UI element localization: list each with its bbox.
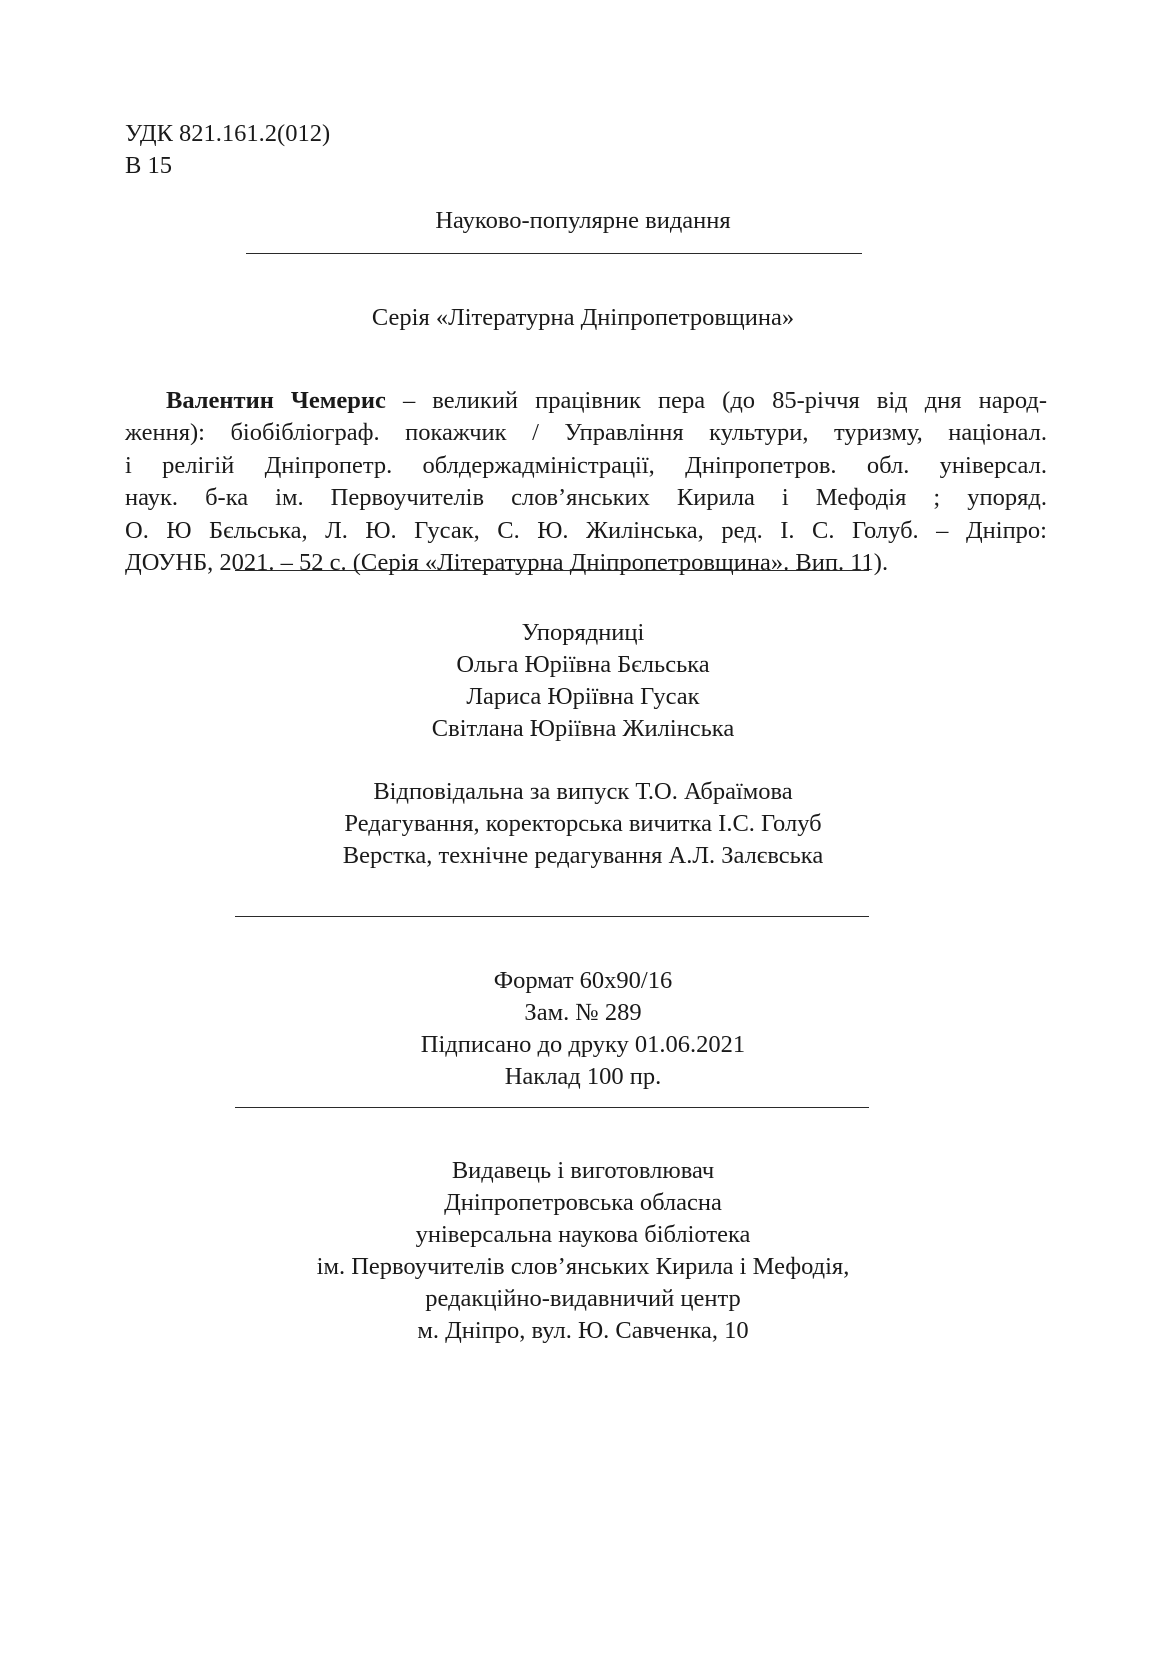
compilers-heading: Упорядниці [521, 619, 645, 646]
biblio-line-4: наук. б-ка ім. Первоучителів слов’янських Кирила і Мефодія ; упоряд. [125, 484, 1047, 512]
compiler-name: Ольга Юріївна Бєльська [456, 651, 710, 678]
author-mark: В 15 [125, 152, 172, 179]
signed-date: Підписано до друку 01.06.2021 [420, 1031, 746, 1058]
publisher-line: редакційно-видавничий центр [425, 1285, 741, 1312]
divider-4 [235, 1107, 869, 1108]
responsibility-line: Верстка, технічне редагування А.Л. Залєвська [342, 842, 824, 869]
compiler-name: Світлана Юріївна Жилінська [431, 715, 735, 742]
bibliographic-record [125, 385, 1047, 579]
divider-2 [235, 570, 869, 571]
edition-type: Науково-популярне видання [435, 207, 731, 234]
publisher-block [0, 1155, 1166, 1347]
publisher-line: універсальна наукова бібліотека [415, 1221, 751, 1248]
biblio-line-1: Валентин Чемерис – великий працівник пера (до 85-річчя від дня народ- [166, 387, 1048, 414]
compilers-block [0, 617, 1166, 745]
biblio-line-5: О. Ю Бєльська, Л. Ю. Гусак, С. Ю. Жилінська, ред. І. С. Голуб. – Дніпро: [125, 516, 1047, 544]
biblio-line-3: і релігій Дніпропетр. облдержадміністрації, Дніпропетров. обл. універсал. [125, 451, 1047, 479]
divider-3 [235, 916, 869, 917]
print-info-block [0, 965, 1166, 1093]
series-title: Серія «Літературна Дніпропетровщина» [371, 304, 795, 331]
udk-block [125, 118, 330, 182]
publisher-address: м. Дніпро, вул. Ю. Савченка, 10 [417, 1317, 749, 1344]
biblio-line-6: ДОУНБ, 2021. – 52 с. (Серія «Літературна Дніпропетровщина». Вип. 11). [125, 549, 889, 577]
order-number: Зам. № 289 [524, 999, 642, 1026]
divider-1 [246, 253, 862, 254]
print-run: Наклад 100 пр. [504, 1063, 662, 1090]
format-line: Формат 60х90/16 [493, 967, 673, 994]
publisher-line: Видавець і виготовлювач [451, 1157, 715, 1184]
responsibility-line: Редагування, коректорська вичитка І.С. Голуб [344, 810, 822, 837]
compiler-name: Лариса Юріївна Гусак [466, 683, 700, 710]
responsibility-line: Відповідальна за випуск Т.О. Абраїмова [373, 778, 793, 805]
publisher-line: Дніпропетровська обласна [444, 1189, 722, 1216]
biblio-line-2: ження): біобібліограф. покажчик / Управління культури, туризму, націонал. [125, 419, 1047, 447]
responsibilities-block [0, 776, 1166, 872]
publisher-line: ім. Первоучителів слов’янських Кирила і Мефодія, [316, 1253, 850, 1280]
udk-code: УДК 821.161.2(012) [125, 120, 331, 147]
author-name: Валентин Чемерис [166, 387, 386, 414]
